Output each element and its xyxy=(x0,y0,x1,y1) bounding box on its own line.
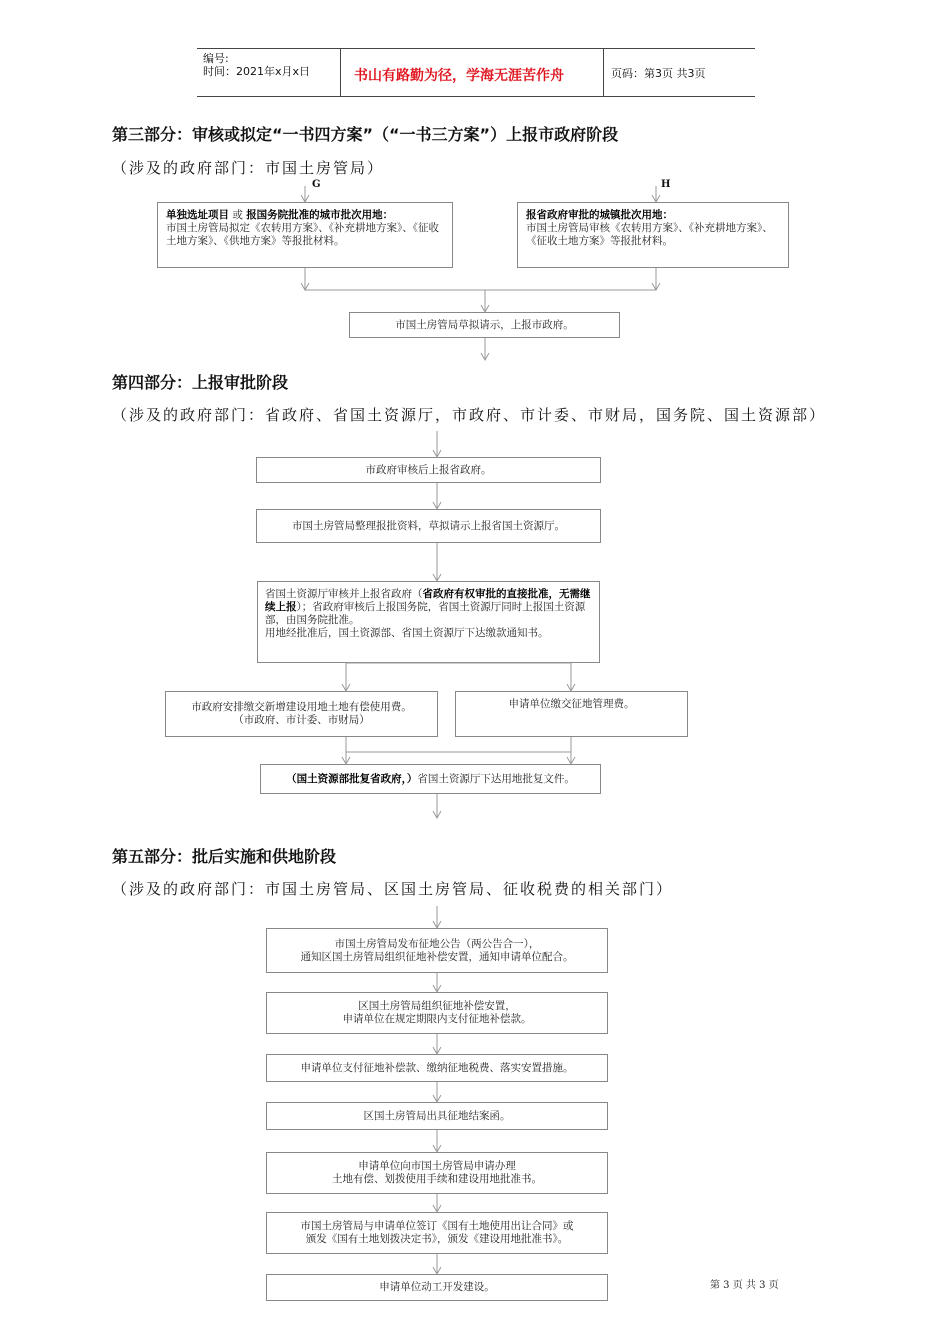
header-motto: 书山有路勤为径，学海无涯苦作舟 xyxy=(354,68,564,84)
box-text: （市政府、市计委、市财局） xyxy=(233,714,370,726)
page-footer: 第 3 页 共 3 页 xyxy=(710,1280,779,1291)
box-text: 申请单位动工开发建设。 xyxy=(379,1281,495,1293)
box-text: 市国土房管局拟定《农转用方案》、《补充耕地方案》、《征收土地方案》、《供地方案》等报批材料。 xyxy=(166,222,439,247)
box-text: 市国土房管局草拟请示，上报市政府。 xyxy=(395,318,574,331)
part3-title: 第三部分：审核或拟定“一书四方案”（“一书三方案”）上报市政府阶段 xyxy=(112,125,619,144)
part5-departments: （涉及的政府部门：市国土房管局、区国土房管局、征收税费的相关部门） xyxy=(112,880,674,898)
box-text: 省国土资源厅下达用地批复文件。 xyxy=(417,772,575,785)
box-text: 颁发《国有土地划拨决定书》，颁发《建设用地批准书》。 xyxy=(305,1233,569,1245)
box-text: 市国土房管局整理报批资料，草拟请示上报省国土资源厅。 xyxy=(292,519,565,532)
box-text: ）；省政府审核后上报国务院，省国土资源厅同时上报国土资源部，由国务院批准。 xyxy=(265,601,586,626)
box-text: 申请单位缴交征地管理费。 xyxy=(508,698,635,710)
document-number-label: 编号: xyxy=(203,52,229,65)
box-text: 市政府安排缴交新增建设用地土地有偿使用费。 xyxy=(191,701,412,713)
box-bold-text: （国土资源部批复省政府，） xyxy=(286,772,418,785)
box-text: 市政府审核后上报省政府。 xyxy=(365,463,492,476)
part4-title: 第四部分：上报审批阶段 xyxy=(112,373,289,392)
box-bold-text: 报国务院批准的城市批次用地： xyxy=(246,209,394,221)
box-text: 申请单位向市国土房管局申请办理 xyxy=(358,1160,516,1172)
box-text: 或 xyxy=(229,209,247,221)
part5-title: 第五部分：批后实施和供地阶段 xyxy=(112,847,337,866)
box-bold-text: 省政府有权审批的直接批准，无需继续上报 xyxy=(265,588,591,613)
box-bold-text: 报省政府审批的城镇批次用地： xyxy=(526,209,673,221)
label-h: H xyxy=(661,179,671,190)
header-page-label: 页码：第3页 共3页 xyxy=(611,67,706,80)
box-text: 土地有偿、划拨使用手续和建设用地批准书。 xyxy=(332,1173,542,1185)
box-bold-text: 单独选址项目 xyxy=(166,209,229,221)
part4-departments: （涉及的政府部门：省政府、省国土资源厅，市政府、市计委、市财局，国务院、国土资源部） xyxy=(112,406,827,424)
document-time-label: 时间：2021年x月x日 xyxy=(203,65,311,78)
box-text: 区国土房管局组织征地补偿安置， xyxy=(358,1000,516,1012)
box-text: 用地经批准后，国土资源部、省国土资源厅下达缴款通知书。 xyxy=(265,627,549,639)
box-text: 市国土房管局审核《农转用方案》、《补充耕地方案》、《征收土地方案》等报批材料。 xyxy=(526,222,773,247)
label-g: G xyxy=(312,179,321,190)
box-text: 区国土房管局出具征地结案函。 xyxy=(363,1109,511,1122)
box-text: 省国土资源厅审核并上报省政府（ xyxy=(265,588,423,600)
box-text: 申请单位支付征地补偿款、缴纳征地税费、落实安置措施。 xyxy=(300,1061,574,1074)
box-text: 市国土房管局发布征地公告（两公告合一）， xyxy=(334,937,540,950)
part3-departments: （涉及的政府部门：市国土房管局） xyxy=(112,159,385,177)
box-text: 通知区国土房管局组织征地补偿安置，通知申请单位配合。 xyxy=(300,950,574,963)
box-text: 申请单位在规定期限内支付征地补偿款。 xyxy=(342,1013,532,1025)
box-text: 市国土房管局与申请单位签订《国有土地使用出让合同》或 xyxy=(300,1220,574,1232)
